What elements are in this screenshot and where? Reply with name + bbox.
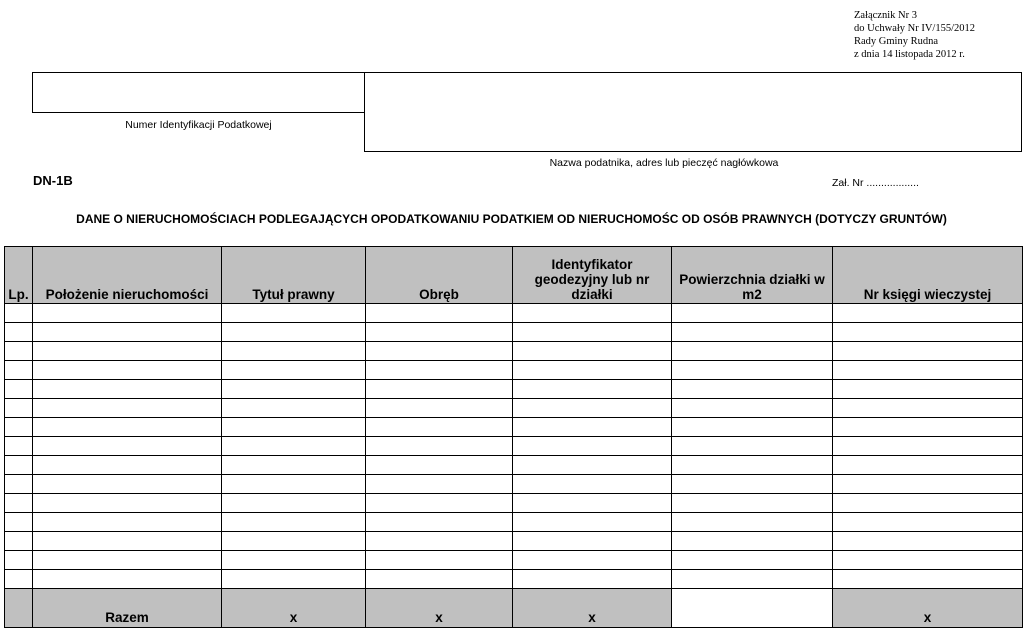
cell-area[interactable]	[672, 551, 833, 570]
cell-legal-title[interactable]	[222, 304, 366, 323]
footer-total-area[interactable]	[672, 589, 833, 628]
cell-lp[interactable]	[5, 494, 33, 513]
nip-field[interactable]	[32, 72, 365, 113]
footer-cell-lp	[5, 589, 33, 628]
cell-land-register[interactable]	[833, 380, 1023, 399]
cell-location[interactable]	[33, 342, 222, 361]
cell-land-register[interactable]	[833, 456, 1023, 475]
header-land-register: Nr księgi wieczystej	[833, 247, 1023, 304]
cell-lp[interactable]	[5, 532, 33, 551]
cell-lp[interactable]	[5, 380, 33, 399]
cell-area[interactable]	[672, 323, 833, 342]
cell-geodetic-id[interactable]	[513, 342, 672, 361]
cell-area[interactable]	[672, 418, 833, 437]
cell-geodetic-id[interactable]	[513, 399, 672, 418]
cell-lp[interactable]	[5, 437, 33, 456]
cell-area[interactable]	[672, 570, 833, 589]
table-row	[5, 380, 1023, 399]
cell-area[interactable]	[672, 361, 833, 380]
cell-land-register[interactable]	[833, 551, 1023, 570]
table-row	[5, 551, 1023, 570]
property-table	[4, 246, 1023, 628]
table-row	[5, 342, 1023, 361]
cell-lp[interactable]	[5, 342, 33, 361]
cell-precinct[interactable]	[366, 437, 513, 456]
footer-cell-legal-title: x	[222, 589, 366, 628]
cell-lp[interactable]	[5, 304, 33, 323]
cell-legal-title[interactable]	[222, 342, 366, 361]
cell-location[interactable]	[33, 456, 222, 475]
cell-location[interactable]	[33, 532, 222, 551]
table-body	[5, 304, 1023, 589]
cell-land-register[interactable]	[833, 494, 1023, 513]
cell-precinct[interactable]	[366, 361, 513, 380]
table-row	[5, 361, 1023, 380]
cell-land-register[interactable]	[833, 361, 1023, 380]
cell-land-register[interactable]	[833, 570, 1023, 589]
cell-legal-title[interactable]	[222, 399, 366, 418]
cell-area[interactable]	[672, 342, 833, 361]
cell-lp[interactable]	[5, 513, 33, 532]
cell-area[interactable]	[672, 304, 833, 323]
cell-location[interactable]	[33, 494, 222, 513]
annex-line-1: Załącznik Nr 3	[854, 10, 917, 21]
header-geodetic-id: Identyfikator geodezyjny lub nr działki	[513, 247, 672, 304]
cell-lp[interactable]	[5, 551, 33, 570]
table-row	[5, 418, 1023, 437]
cell-legal-title[interactable]	[222, 380, 366, 399]
cell-precinct[interactable]	[366, 513, 513, 532]
cell-geodetic-id[interactable]	[513, 304, 672, 323]
cell-legal-title[interactable]	[222, 513, 366, 532]
cell-lp[interactable]	[5, 361, 33, 380]
cell-precinct[interactable]	[366, 570, 513, 589]
table-row	[5, 304, 1023, 323]
cell-geodetic-id[interactable]	[513, 570, 672, 589]
header-area: Powierzchnia działki w m2	[672, 247, 833, 304]
cell-precinct[interactable]	[366, 494, 513, 513]
attachment-number: Zał. Nr ..................	[832, 177, 919, 189]
footer-cell-land-register: x	[833, 589, 1023, 628]
table-header-row	[5, 247, 1023, 304]
cell-legal-title[interactable]	[222, 361, 366, 380]
cell-lp[interactable]	[5, 475, 33, 494]
header-location: Położenie nieruchomości	[33, 247, 222, 304]
annex-note	[854, 9, 975, 61]
footer-cell-geodetic-id: x	[513, 589, 672, 628]
cell-location[interactable]	[33, 304, 222, 323]
cell-legal-title[interactable]	[222, 551, 366, 570]
cell-land-register[interactable]	[833, 532, 1023, 551]
cell-geodetic-id[interactable]	[513, 323, 672, 342]
cell-location[interactable]	[33, 570, 222, 589]
cell-location[interactable]	[33, 361, 222, 380]
cell-legal-title[interactable]	[222, 532, 366, 551]
cell-legal-title[interactable]	[222, 418, 366, 437]
cell-precinct[interactable]	[366, 456, 513, 475]
cell-area[interactable]	[672, 437, 833, 456]
annex-line-2: do Uchwały Nr IV/155/2012	[854, 23, 976, 34]
annex-line-3: Rady Gminy Rudna	[854, 36, 938, 47]
cell-precinct[interactable]	[366, 532, 513, 551]
cell-lp[interactable]	[5, 399, 33, 418]
cell-legal-title[interactable]	[222, 494, 366, 513]
cell-land-register[interactable]	[833, 304, 1023, 323]
table-row	[5, 475, 1023, 494]
cell-lp[interactable]	[5, 456, 33, 475]
annex-line-4: z dnia 14 listopada 2012 r.	[854, 49, 965, 60]
cell-geodetic-id[interactable]	[513, 418, 672, 437]
footer-cell-precinct: x	[366, 589, 513, 628]
cell-geodetic-id[interactable]	[513, 551, 672, 570]
cell-precinct[interactable]	[366, 380, 513, 399]
cell-precinct[interactable]	[366, 304, 513, 323]
taxpayer-name-label: Nazwa podatnika, adres lub pieczęć nagłówkowa	[549, 157, 779, 169]
cell-legal-title[interactable]	[222, 475, 366, 494]
cell-precinct[interactable]	[366, 342, 513, 361]
header-legal-title: Tytuł prawny	[222, 247, 366, 304]
cell-area[interactable]	[672, 399, 833, 418]
cell-legal-title[interactable]	[222, 570, 366, 589]
cell-precinct[interactable]	[366, 399, 513, 418]
cell-lp[interactable]	[5, 323, 33, 342]
table-row	[5, 399, 1023, 418]
cell-lp[interactable]	[5, 570, 33, 589]
cell-land-register[interactable]	[833, 437, 1023, 456]
cell-geodetic-id[interactable]	[513, 456, 672, 475]
cell-geodetic-id[interactable]	[513, 380, 672, 399]
table-row	[5, 494, 1023, 513]
cell-area[interactable]	[672, 475, 833, 494]
taxpayer-name-field[interactable]	[364, 72, 1022, 152]
cell-area[interactable]	[672, 456, 833, 475]
table-row	[5, 323, 1023, 342]
cell-location[interactable]	[33, 380, 222, 399]
cell-location[interactable]	[33, 437, 222, 456]
form-title: DANE O NIERUCHOMOŚCIACH PODLEGAJĄCYCH OPODATKOWANIU PODATKIEM OD NIERUCHOMOŚC OD OSÓB PRAWNYCH (DOTYCZY GRUNTÓW)	[76, 212, 947, 226]
table-row	[5, 532, 1023, 551]
cell-area[interactable]	[672, 380, 833, 399]
cell-geodetic-id[interactable]	[513, 437, 672, 456]
header-lp: Lp.	[5, 247, 33, 304]
header-precinct: Obręb	[366, 247, 513, 304]
cell-land-register[interactable]	[833, 342, 1023, 361]
table-row	[5, 437, 1023, 456]
cell-geodetic-id[interactable]	[513, 361, 672, 380]
cell-area[interactable]	[672, 532, 833, 551]
table-row	[5, 456, 1023, 475]
cell-land-register[interactable]	[833, 399, 1023, 418]
cell-precinct[interactable]	[366, 323, 513, 342]
cell-geodetic-id[interactable]	[513, 513, 672, 532]
cell-precinct[interactable]	[366, 551, 513, 570]
cell-land-register[interactable]	[833, 418, 1023, 437]
table-row	[5, 513, 1023, 532]
cell-geodetic-id[interactable]	[513, 532, 672, 551]
footer-total-label: Razem	[33, 589, 222, 628]
cell-location[interactable]	[33, 418, 222, 437]
cell-lp[interactable]	[5, 418, 33, 437]
cell-geodetic-id[interactable]	[513, 475, 672, 494]
cell-legal-title[interactable]	[222, 456, 366, 475]
cell-precinct[interactable]	[366, 475, 513, 494]
nip-label: Numer Identyfikacji Podatkowej	[125, 119, 272, 131]
cell-land-register[interactable]	[833, 475, 1023, 494]
cell-location[interactable]	[33, 323, 222, 342]
table-footer-row	[5, 589, 1023, 628]
cell-location[interactable]	[33, 475, 222, 494]
table-row	[5, 570, 1023, 589]
cell-precinct[interactable]	[366, 418, 513, 437]
cell-area[interactable]	[672, 494, 833, 513]
cell-legal-title[interactable]	[222, 323, 366, 342]
cell-land-register[interactable]	[833, 323, 1023, 342]
cell-area[interactable]	[672, 513, 833, 532]
cell-land-register[interactable]	[833, 513, 1023, 532]
cell-location[interactable]	[33, 399, 222, 418]
cell-geodetic-id[interactable]	[513, 494, 672, 513]
cell-location[interactable]	[33, 551, 222, 570]
cell-location[interactable]	[33, 513, 222, 532]
form-code: DN-1B	[33, 173, 73, 188]
cell-legal-title[interactable]	[222, 437, 366, 456]
